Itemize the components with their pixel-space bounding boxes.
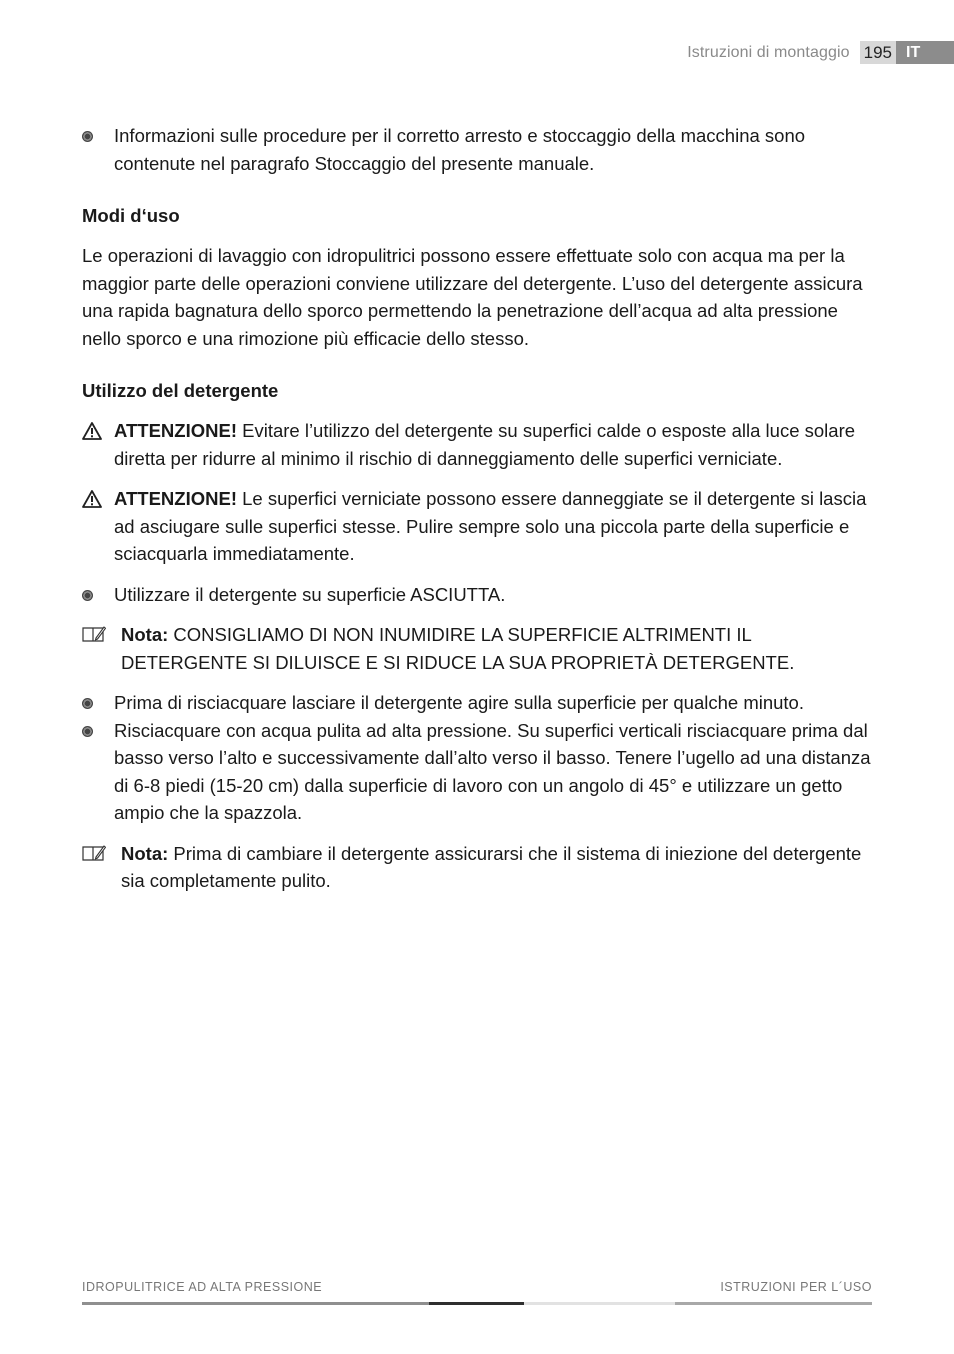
note-label: Nota:	[121, 842, 169, 864]
page-content	[82, 122, 872, 895]
section-heading-detergente: Utilizzo del detergente	[82, 380, 279, 401]
bullet-icon	[82, 590, 93, 601]
section-heading-modi: Modi d‘uso	[82, 205, 180, 226]
page-header	[687, 41, 954, 64]
note-label: Nota:	[121, 624, 169, 645]
page-number: 195	[860, 41, 896, 64]
footer-product-title: IDROPULITRICE AD ALTA PRESSIONE	[82, 1280, 323, 1294]
warning-label: ATTENZIONE!	[114, 488, 237, 509]
note-item	[82, 621, 872, 676]
warning-text: Evitare l’utilizzo del detergente su superfici calde o esposte alla luce solare diretta per ridurre al minimo il rischio di danneggiamento delle superfici verniciate.	[114, 420, 856, 469]
bullet-icon	[82, 131, 93, 142]
footer-manual-title: ISTRUZIONI PER L´USO	[720, 1280, 872, 1294]
header-title: Istruzioni di montaggio	[687, 43, 850, 61]
bullet-text: Risciacquare con acqua pulita ad alta pressione. Su superfici verticali risciacquare prima dal basso verso l’alto e successivamente dall’alto verso il basso. Tenere l’ugello ad una distanza di 6-8 piedi (15-20 cm) dalla superficie di lavoro con un angolo di 45° e utilizzare un getto ampio che la spazzola.	[114, 719, 871, 823]
modi-paragraph: Le operazioni di lavaggio con idropulitrici possono essere effettuate solo con acqua ma per la maggior parte delle operazioni conviene utilizzare del detergente. L’uso del detergente assicura una rapida bagnatura dello sporco permettendo la penetrazione dell’acqua ad alta pressione nello sporco e una rimozione più efficacie dello stesso.	[82, 245, 863, 349]
list-item	[82, 122, 872, 177]
list-item	[82, 689, 872, 717]
warning-text: Le superfici verniciate possono essere danneggiate se il detergente si lascia ad asciugare sulle superfici stesse. Pulire sempre solo una piccola parte della superficie e sciacquarla immediatamente.	[114, 488, 867, 564]
open-book-note-icon	[82, 625, 106, 643]
bullet-icon	[82, 698, 93, 709]
note-text: CONSIGLIAMO DI NON INUMIDIRE LA SUPERFICIE ALTRIMENTI IL DETERGENTE SI DILUISCE E SI RIDUCE LA SUA PROPRIETÀ DETERGENTE.	[121, 624, 795, 673]
note-text: Prima di cambiare il detergente assicurarsi che il sistema di iniezione del detergente sia completamente pulito.	[121, 842, 862, 891]
open-book-note-icon	[82, 844, 106, 862]
bullet-icon	[82, 726, 93, 737]
bullet-text: Utilizzare il detergente su superficie ASCIUTTA.	[114, 583, 506, 605]
warning-triangle-icon	[82, 490, 102, 508]
warning-triangle-icon	[82, 422, 102, 440]
list-item	[82, 717, 872, 827]
list-item	[82, 581, 872, 609]
language-badge: IT	[896, 41, 954, 64]
note-item	[82, 840, 872, 895]
footer-divider	[82, 1302, 872, 1305]
warning-label: ATTENZIONE!	[114, 420, 237, 441]
warning-item	[82, 485, 872, 568]
warning-item	[82, 417, 872, 472]
page-footer	[82, 1280, 872, 1310]
bullet-text: Prima di risciacquare lasciare il detergente agire sulla superficie per qualche minuto.	[114, 692, 804, 713]
intro-bullet-text: Informazioni sulle procedure per il corretto arresto e stoccaggio della macchina sono contenute nel paragrafo Stoccaggio del presente manuale.	[114, 125, 806, 174]
